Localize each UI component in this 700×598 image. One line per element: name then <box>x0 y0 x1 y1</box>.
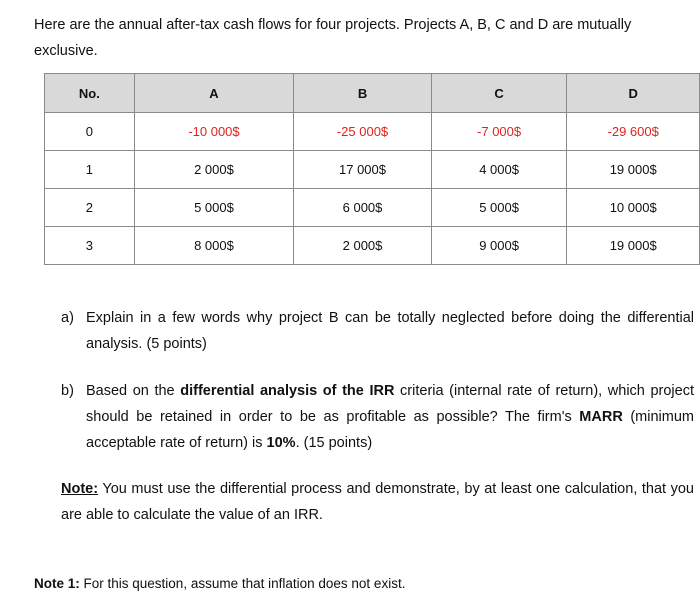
question-b-emphasis-rate: 10% <box>266 435 296 451</box>
cell-d: 19 000$ <box>567 227 700 265</box>
header-b: B <box>294 74 432 113</box>
cell-a: 5 000$ <box>134 189 293 227</box>
question-b-label: b) <box>61 383 74 399</box>
note-1-label: Note 1: <box>34 576 80 591</box>
question-b <box>34 378 694 456</box>
question-a <box>34 305 694 357</box>
note-1 <box>34 576 405 591</box>
table-row <box>45 227 700 265</box>
question-b-emphasis-irr: differential analysis of the IRR <box>180 383 395 399</box>
question-b-emphasis-marr: MARR <box>579 409 623 425</box>
question-a-text: Explain in a few words why project B can be totally neglected before doing the differential analysis. (5 points) <box>86 310 694 352</box>
cell-c: 9 000$ <box>431 227 567 265</box>
cell-b: 17 000$ <box>294 151 432 189</box>
table-row <box>45 113 700 151</box>
intro-paragraph: Here are the annual after-tax cash flows for four projects. Projects A, B, C and D are mutually exclusive. <box>34 17 632 59</box>
note-1-text: For this question, assume that inflation does not exist. <box>79 576 406 591</box>
header-d: D <box>567 74 700 113</box>
cash-flow-table <box>44 73 700 265</box>
cell-b: 6 000$ <box>294 189 432 227</box>
cell-year: 3 <box>45 227 135 265</box>
note-label: Note: <box>61 481 99 497</box>
header-c: C <box>431 74 567 113</box>
cell-c: 5 000$ <box>431 189 567 227</box>
cell-d: -29 600$ <box>567 113 700 151</box>
cell-c: -7 000$ <box>431 113 567 151</box>
table-row <box>45 151 700 189</box>
cell-year: 2 <box>45 189 135 227</box>
note-paragraph <box>34 476 694 528</box>
question-b-text-1: Based on the <box>86 383 181 399</box>
questions-section <box>34 305 694 528</box>
cell-b: 2 000$ <box>294 227 432 265</box>
cell-d: 10 000$ <box>567 189 700 227</box>
table-header-row <box>45 74 700 113</box>
header-no: No. <box>45 74 135 113</box>
cell-b: -25 000$ <box>294 113 432 151</box>
cell-year: 1 <box>45 151 135 189</box>
question-a-label: a) <box>61 310 74 326</box>
note-text: You must use the differential process and demonstrate, by at least one calculation, that you are able to calculate the value of an IRR. <box>61 481 694 523</box>
table-row <box>45 189 700 227</box>
header-a: A <box>134 74 293 113</box>
cell-a: 2 000$ <box>134 151 293 189</box>
question-b-text-2: criteria (internal rate of return), which project should be retained in order to be as profitable as possible? The firm's <box>86 383 694 425</box>
question-b-text-3: (minimum acceptable rate of return) is <box>86 409 694 451</box>
cell-a: 8 000$ <box>134 227 293 265</box>
cell-c: 4 000$ <box>431 151 567 189</box>
cell-d: 19 000$ <box>567 151 700 189</box>
cell-year: 0 <box>45 113 135 151</box>
question-b-text-4: . (15 points) <box>295 435 373 451</box>
cell-a: -10 000$ <box>134 113 293 151</box>
